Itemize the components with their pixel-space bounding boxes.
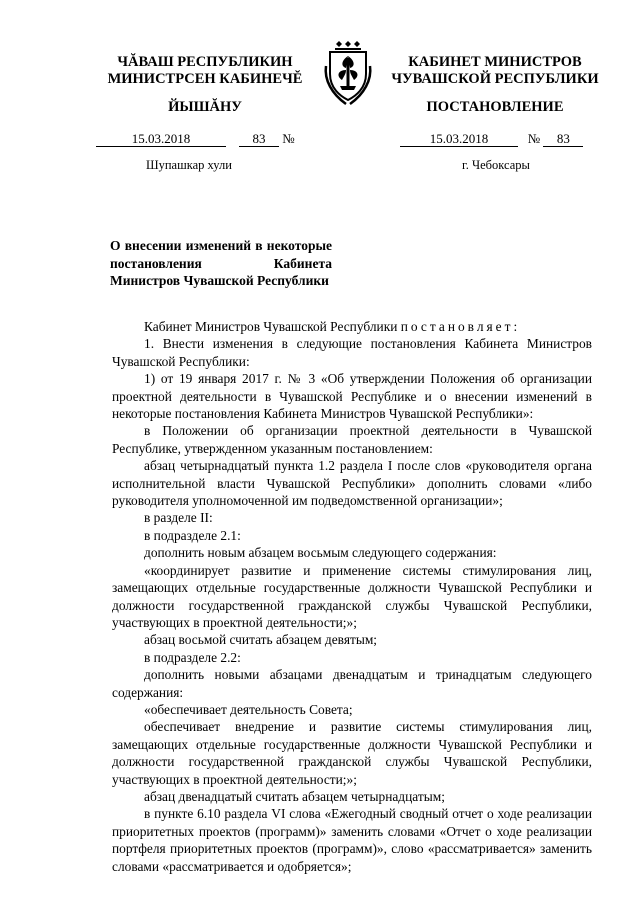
city-left: Шупашкар хули xyxy=(146,158,232,172)
header-left-line1: ЧĂВАШ РЕСПУБЛИКИН xyxy=(117,54,293,70)
body-paragraph: в разделе II: xyxy=(144,510,213,526)
header-left-doc-type: ЙЫШĂНУ xyxy=(168,99,242,115)
body-paragraph: «координирует развитие и применение системы стимулирования лиц, замещающих отдельные государственные должности Чувашской Республики и должности государственной гражданской службы Чувашской Республики, участвующих в проектной деятельности;»; xyxy=(112,562,592,630)
body-paragraph: 1) от 19 января 2017 г. № 3 «Об утверждении Положения об организации проектной деятельности в Чувашской Республике и о внесении изменений в некоторые постановления Кабинета Министров Чувашской Республики»: xyxy=(112,371,592,422)
document-subject: О внесении изменений в некоторые постановления Кабинета Министров Чувашской Республики xyxy=(110,238,332,288)
city-right: г. Чебоксары xyxy=(462,158,530,172)
number-sign-left: № xyxy=(282,131,295,146)
document-body xyxy=(112,318,592,875)
date-left: 15.03.2018 xyxy=(96,132,226,147)
intro-prefix: Кабинет Министров Чувашской Республики xyxy=(144,319,401,334)
header-right-line2: ЧУВАШСКОЙ РЕСПУБЛИКИ xyxy=(391,71,599,87)
date-number-right xyxy=(400,131,583,147)
body-paragraph: «обеспечивает деятельность Совета; xyxy=(144,701,353,717)
header-left-line2: МИНИСТРСЕН КАБИНЕЧĔ xyxy=(107,71,303,87)
body-paragraph: в подразделе 2.1: xyxy=(144,527,241,543)
body-paragraph: дополнить новыми абзацами двенадцатым и тринадцатым следующего содержания: xyxy=(112,667,592,700)
intro-verb: постановляет: xyxy=(400,319,521,334)
header-left xyxy=(95,54,315,88)
header-right-line1: КАБИНЕТ МИНИСТРОВ xyxy=(408,54,582,70)
chuvash-coat-of-arms-icon xyxy=(322,40,374,106)
date-number-left xyxy=(96,131,295,147)
body-paragraph: в пункте 6.10 раздела VI слова «Ежегодный сводный отчет о ходе реализации приоритетных проектов (программ)» заменить словами «Отчет о ходе реализации портфеля приоритетных проектов (программ)», слово «рассматривается» заменить словами «рассматривается и одобряется»; xyxy=(112,806,592,874)
body-paragraph: абзац четырнадцатый пункта 1.2 раздела I после слов «руководителя органа исполнительной власти Чувашской Республики» дополнить словами «либо руководителя уполномоченной им подведомственной организации»; xyxy=(112,458,592,509)
body-paragraph: в подразделе 2.2: xyxy=(144,649,241,665)
intro-paragraph xyxy=(112,318,592,335)
header-right-doc-type: ПОСТАНОВЛЕНИЕ xyxy=(426,99,564,115)
body-paragraph: в Положении об организации проектной деятельности в Чувашской Республике, утвержденном указанным постановлением: xyxy=(112,423,592,456)
body-paragraph: абзац двенадцатый считать абзацем четырнадцатым; xyxy=(144,788,445,804)
number-right: 83 xyxy=(543,132,583,147)
body-paragraph: дополнить новым абзацем восьмым следующего содержания: xyxy=(144,545,497,561)
body-paragraph: абзац восьмой считать абзацем девятым; xyxy=(144,632,378,648)
number-sign-right: № xyxy=(527,131,541,146)
header-right xyxy=(380,54,610,88)
number-left: 83 xyxy=(239,132,279,147)
body-paragraph: 1. Внести изменения в следующие постановления Кабинета Министров Чувашской Республики: xyxy=(112,336,592,369)
body-paragraph: обеспечивает внедрение и развитие системы стимулирования лиц, замещающих отдельные государственные должности Чувашской Республики и должности государственной гражданской службы Чувашской Республики, участвующих в проектной деятельности;»; xyxy=(112,719,592,787)
date-right: 15.03.2018 xyxy=(400,132,518,147)
